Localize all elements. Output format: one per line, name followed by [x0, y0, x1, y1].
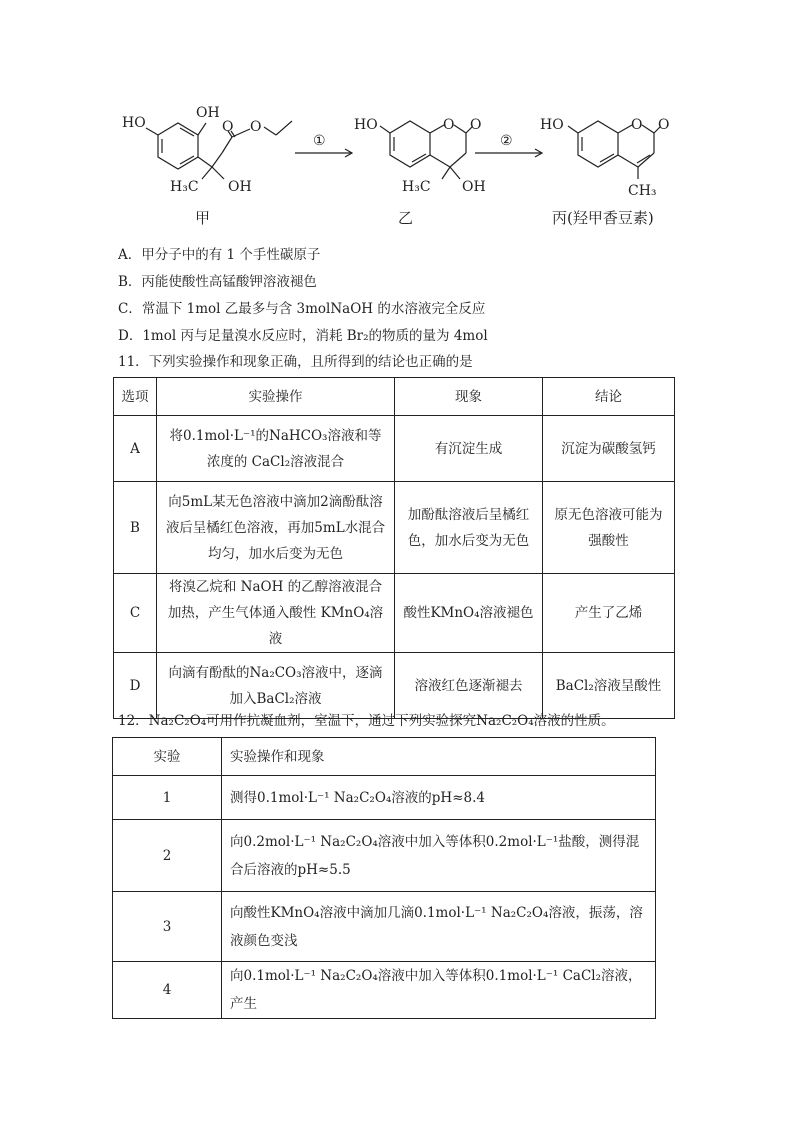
header-phenomenon: 现象 [395, 378, 543, 416]
option-c: C．常温下 1mol 乙最多与含 3molNaOH 的水溶液完全反应 [118, 301, 486, 317]
cell-operation: 向5mL某无色溶液中滴加2滴酚酞溶液后呈橘红色溶液，再加5mL水混合均匀，加水后变为无色 [157, 482, 395, 574]
table-row [114, 574, 675, 653]
cell-conclusion: 原无色溶液可能为强酸性 [543, 482, 675, 574]
cell-operation: 将溴乙烷和 NaOH 的乙醇溶液混合加热，产生气体通入酸性 KMnO₄溶液 [157, 574, 395, 653]
header-operation: 实验操作 [157, 378, 395, 416]
cell-conclusion: 产生了乙烯 [543, 574, 675, 653]
table-row [113, 892, 656, 962]
label-oh-a1: OH [196, 105, 220, 121]
label-oh-a2: OH [228, 179, 252, 195]
table-row [113, 962, 656, 1019]
label-o-c1: O [631, 117, 643, 133]
options-list [118, 242, 488, 350]
question-11-table [113, 377, 675, 719]
header-conclusion: 结论 [543, 378, 675, 416]
cell-operation-phenomenon: 向酸性KMnO₄溶液中滴加几滴0.1mol·L⁻¹ Na₂C₂O₄溶液，振荡，溶液颜色变浅 [222, 892, 656, 962]
cell-option: D [114, 653, 157, 719]
caption-jia: 甲 [195, 209, 211, 227]
label-o-b2: O [470, 117, 482, 133]
label-o-a1: O [222, 119, 234, 135]
cell-option: A [114, 416, 157, 482]
cell-phenomenon: 加酚酞溶液后呈橘红色，加水后变为无色 [395, 482, 543, 574]
cell-experiment-number: 3 [113, 892, 222, 962]
table-row [113, 820, 656, 892]
label-ho-c: HO [540, 117, 564, 133]
label-o-a2: O [250, 119, 262, 135]
cell-conclusion: BaCl₂溶液呈酸性 [543, 653, 675, 719]
question-12-stem: 12．Na₂C₂O₄可用作抗凝血剂，室温下，通过下列实验探究Na₂C₂O₄溶液的性质。 [118, 713, 615, 729]
label-oh-b: OH [462, 179, 486, 195]
arrow-label-2: ② [500, 133, 513, 149]
cell-operation: 将0.1mol·L⁻¹的NaHCO₃溶液和等浓度的 CaCl₂溶液混合 [157, 416, 395, 482]
cell-phenomenon: 有沉淀生成 [395, 416, 543, 482]
header-operation-phenomenon: 实验操作和现象 [222, 738, 656, 776]
label-o-b1: O [443, 117, 455, 133]
cell-phenomenon: 溶液红色逐渐褪去 [395, 653, 543, 719]
table-row [113, 776, 656, 820]
cell-operation: 向滴有酚酞的Na₂CO₃溶液中，逐滴加入BaCl₂溶液 [157, 653, 395, 719]
cell-operation-phenomenon: 向0.1mol·L⁻¹ Na₂C₂O₄溶液中加入等体积0.1mol·L⁻¹ CaCl₂溶液，产生 [222, 962, 656, 1019]
caption-bing: 丙(羟甲香豆素) [552, 209, 654, 227]
option-b: B．丙能使酸性高锰酸钾溶液褪色 [118, 274, 317, 290]
option-d: D．1mol 丙与足量溴水反应时，消耗 Br₂的物质的量为 4mol [118, 328, 488, 344]
label-h3c-a: H₃C [170, 179, 199, 195]
header-option: 选项 [114, 378, 157, 416]
label-ch3-c: CH₃ [628, 183, 657, 199]
header-experiment: 实验 [113, 738, 222, 776]
question-11-stem: 11．下列实验操作和现象正确，且所得到的结论也正确的是 [118, 354, 473, 370]
label-ho-b: HO [354, 117, 378, 133]
caption-yi: 乙 [398, 209, 414, 227]
table-row [114, 416, 675, 482]
cell-operation-phenomenon: 测得0.1mol·L⁻¹ Na₂C₂O₄溶液的pH≈8.4 [222, 776, 656, 820]
cell-experiment-number: 2 [113, 820, 222, 892]
option-a: A．甲分子中的有 1 个手性碳原子 [118, 247, 321, 263]
cell-phenomenon: 酸性KMnO₄溶液褪色 [395, 574, 543, 653]
cell-conclusion: 沉淀为碳酸氢钙 [543, 416, 675, 482]
cell-experiment-number: 4 [113, 962, 222, 1019]
cell-option: B [114, 482, 157, 574]
label-h3c-b: H₃C [402, 179, 431, 195]
table-row [114, 482, 675, 574]
cell-option: C [114, 574, 157, 653]
arrow-label-1: ① [313, 133, 326, 149]
cell-experiment-number: 1 [113, 776, 222, 820]
question-12-table [112, 737, 656, 1019]
cell-operation-phenomenon: 向0.2mol·L⁻¹ Na₂C₂O₄溶液中加入等体积0.2mol·L⁻¹盐酸，测得混合后溶液的pH≈5.5 [222, 820, 656, 892]
label-ho-a: HO [122, 115, 146, 131]
label-o-c2: O [658, 117, 670, 133]
